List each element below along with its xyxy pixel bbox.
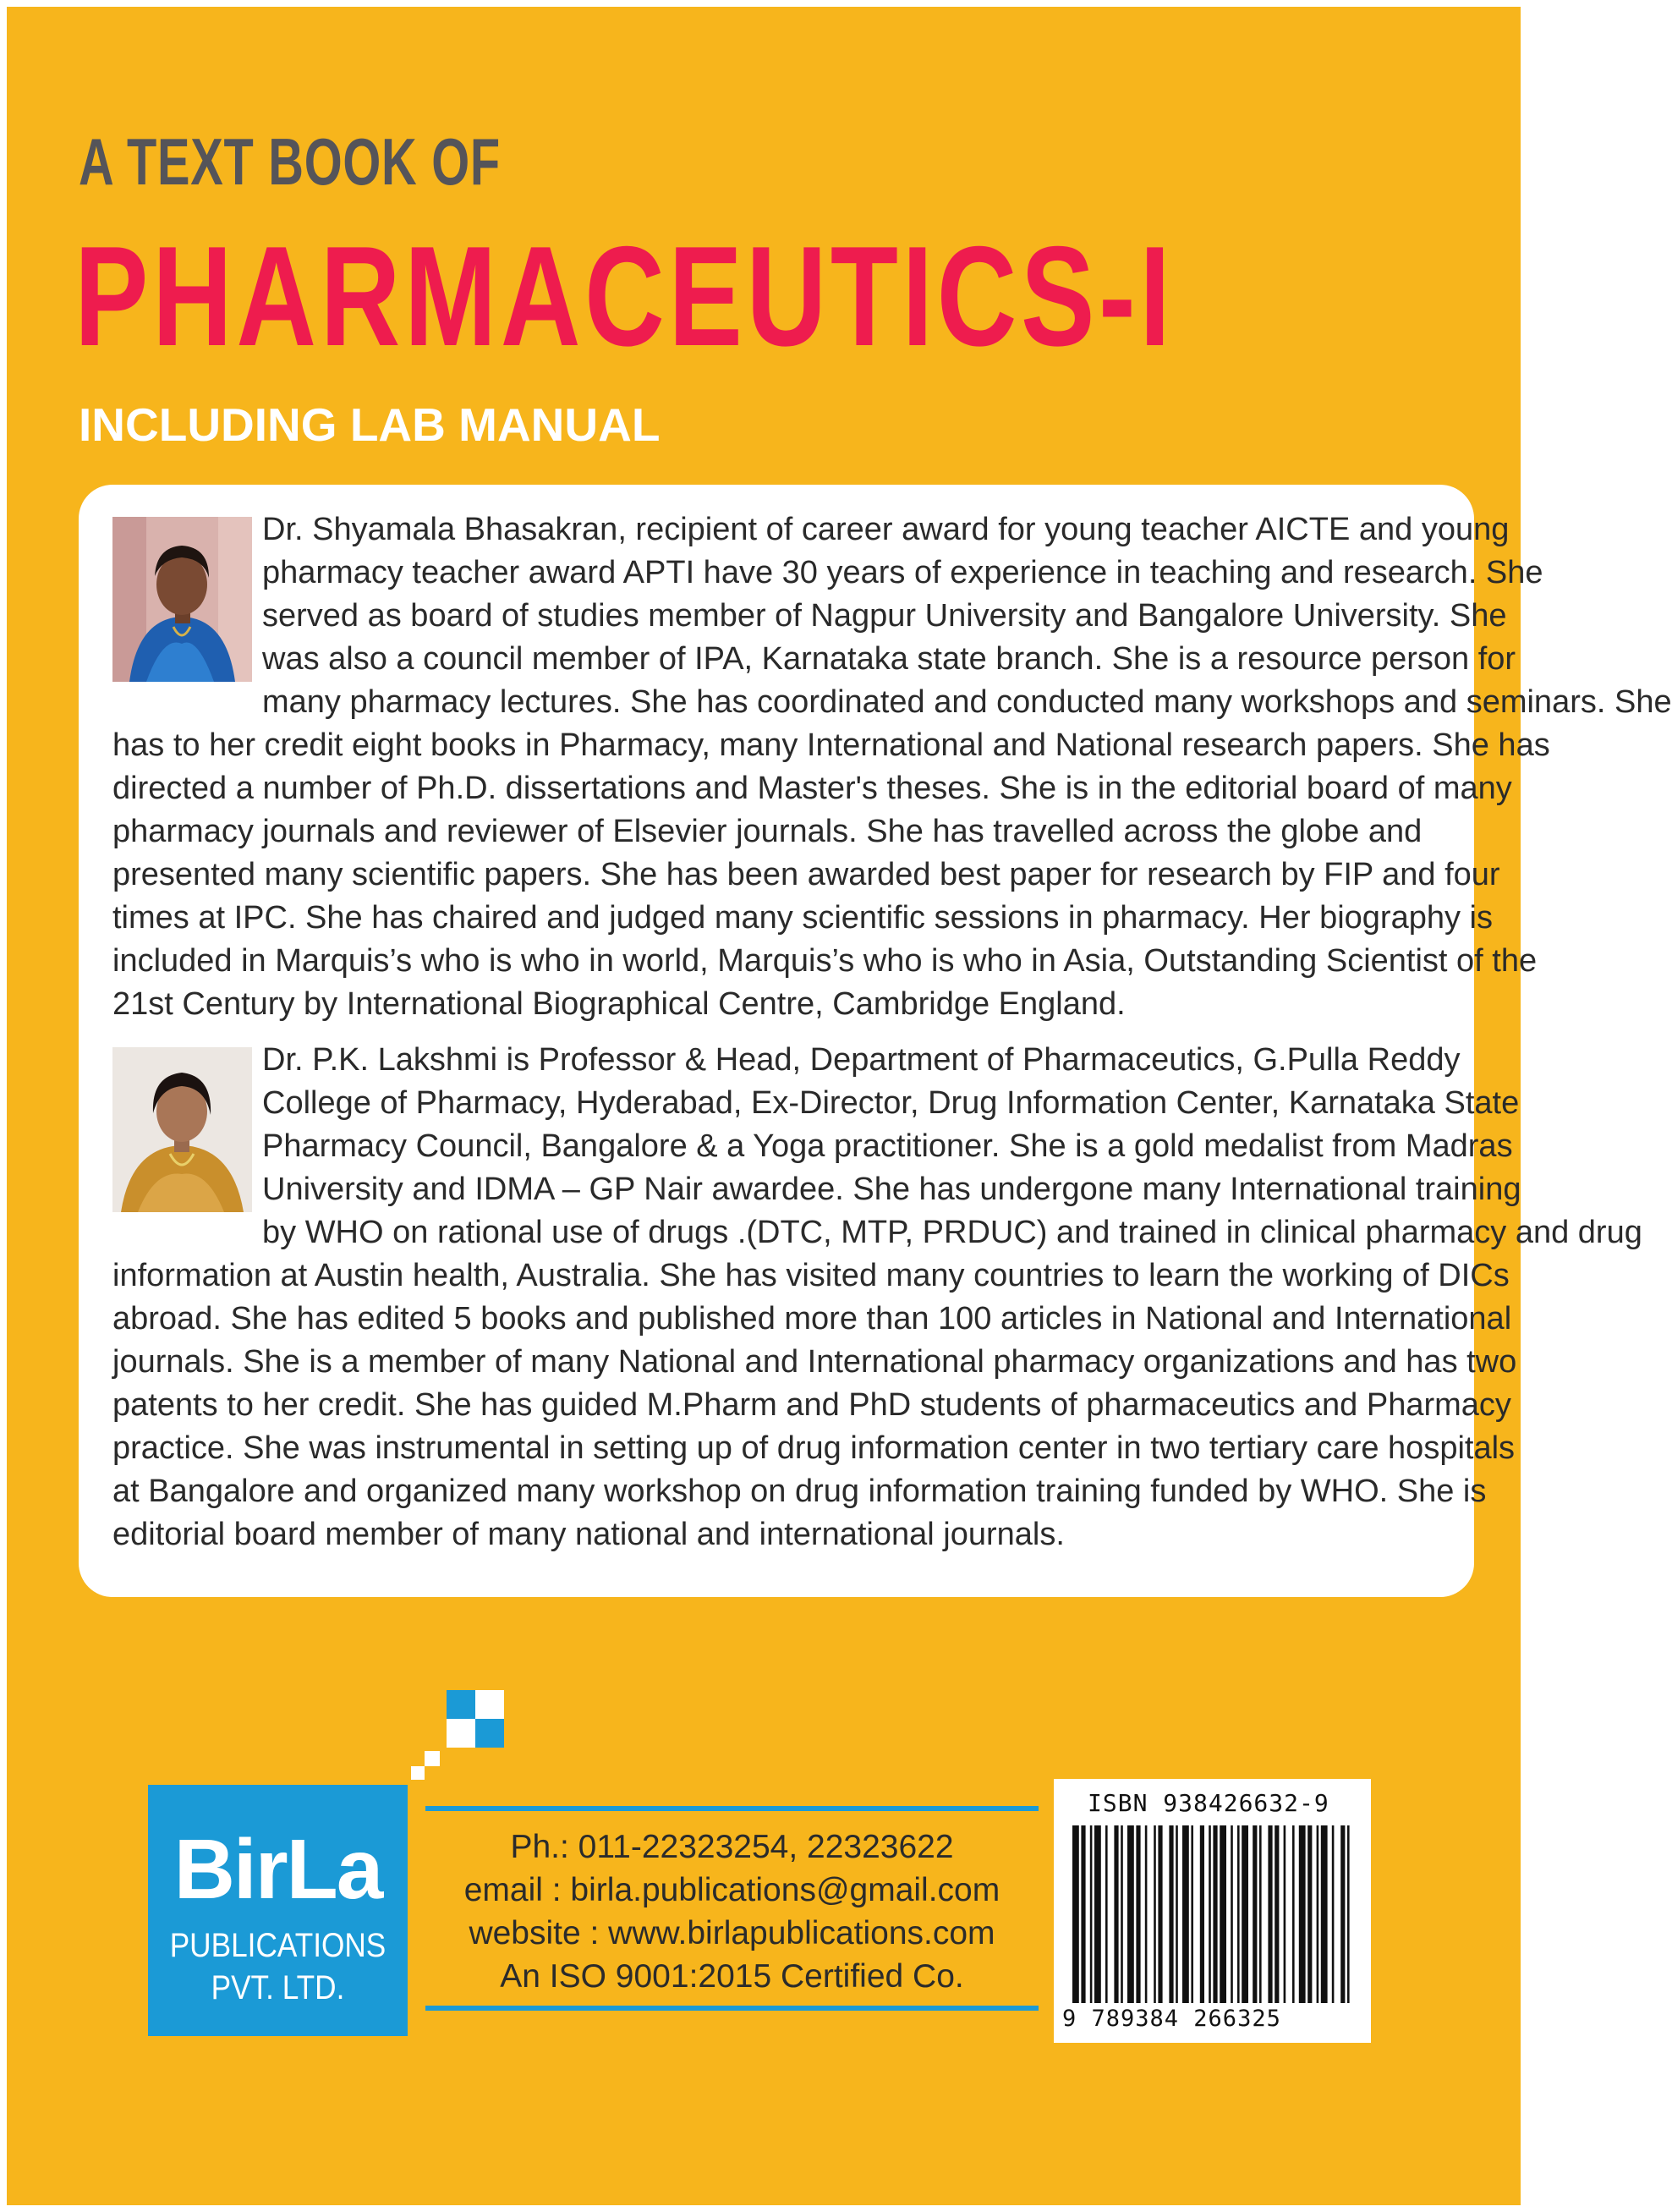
author-bio-2 xyxy=(112,1039,1642,1556)
barcode-bar xyxy=(1121,1825,1123,2003)
isbn-barcode xyxy=(1054,1779,1371,2043)
barcode-bar xyxy=(1213,1825,1217,2003)
barcode-bar xyxy=(1081,1825,1085,2003)
barcode-bar xyxy=(1154,1825,1156,2003)
barcode-bar xyxy=(1268,1825,1272,2003)
isbn-label: ISBN 938426632-9 xyxy=(1088,1789,1329,1817)
barcode-bar xyxy=(1317,1825,1319,2003)
publisher-logo-name: BirLa xyxy=(173,1822,382,1917)
author-bio-text-1: Dr. Shyamala Bhasakran, recipient of career award for young teacher AICTE and young pharmacy teacher award APTI have 30 years of experience in teaching and research. She served as board of studies member of Nagpur University and Bangalore University. She was also a council member of IPA, Karnataka state branch. She is a resource person for many pharmacy lectures. She has coordinated and conducted many workshops and seminars. She has to her credit eight books in Pharmacy, many International and National research papers. She has directed a number of Ph.D. dissertations and Master's theses. She is in the editorial board of many pharmacy journals and reviewer of Elsevier journals. She has travelled across the globe and presented many scientific papers. She has been awarded best paper for research by FIP and four times at IPC. She has chaired and judged many scientific sessions in pharmacy. Her biography is included in Marquis’s who is who in world, Marquis’s who is who in Asia, Outstanding Scientist of the 21st Century by International Biographical Centre, Cambridge England. xyxy=(112,512,1672,1022)
barcode-bar xyxy=(1307,1825,1312,2003)
back-cover xyxy=(7,7,1672,2205)
barcode-bar xyxy=(1169,1825,1173,2003)
barcode-bar xyxy=(1145,1825,1148,2003)
publisher-logo xyxy=(148,1785,408,2036)
author-bio-1 xyxy=(112,508,1672,1026)
contact-email: email : birla.publications@gmail.com xyxy=(463,1872,1000,1908)
publisher-logo-line-1: PUBLICATIONS xyxy=(169,1927,386,1964)
book-pretitle: A TEXT BOOK OF xyxy=(79,124,501,199)
barcode-bar xyxy=(1127,1825,1134,2003)
barcode-bar xyxy=(1321,1825,1328,2003)
barcode-bar xyxy=(1220,1825,1226,2003)
barcode-bar xyxy=(1242,1825,1248,2003)
barcode-bar xyxy=(1347,1825,1350,2003)
author-bio-text-2: Dr. P.K. Lakshmi is Professor & Head, Department of Pharmaceutics, G.Pulla Reddy College of Pharmacy, Hyderabad, Ex-Director, Drug Information Center, Karnataka State Pharmacy Council, Bangalore & a Yoga practitioner. She is a gold medalist from Madras University and IDMA – GP Nair awardee. She has undergone many International training by WHO on rational use of drugs .(DTC, MTP, PRDUC) and trained in clinical pharmacy and drug information at Austin health, Australia. She has visited many countries to learn the working of DICs abroad. She has edited 5 books and published more than 100 articles in National and International journals. She is a member of many National and International pharmacy organizations and has two patents to her credit. She has guided M.Pharm and PhD students of pharmaceutics and Pharmacy practice. She was instrumental in setting up of drug information center in two tertiary care hospitals at Bangalore and organized many workshop on drug information training funded by WHO. She is editorial board member of many national and international journals. xyxy=(112,1042,1642,1552)
barcode-bar xyxy=(1237,1825,1240,2003)
contact-phone: Ph.: 011-22323254, 22323622 xyxy=(510,1829,954,1865)
barcode-bar xyxy=(1114,1825,1118,2003)
publisher-logo-line-2: PVT. LTD. xyxy=(211,1969,345,2006)
barcode-bar xyxy=(1090,1825,1093,2003)
barcode-bar xyxy=(1231,1825,1233,2003)
barcode-bars xyxy=(1069,1825,1357,2007)
barcode-bar xyxy=(1209,1825,1211,2003)
barcode-bar xyxy=(1259,1825,1262,2003)
contact-iso: An ISO 9001:2015 Certified Co. xyxy=(500,1958,964,1995)
barcode-bar xyxy=(1072,1825,1079,2003)
barcode-bar xyxy=(1275,1825,1279,2003)
barcode-bar xyxy=(1200,1825,1204,2003)
book-subtitle: INCLUDING LAB MANUAL xyxy=(79,398,661,451)
barcode-bar xyxy=(1136,1825,1140,2003)
contact-website: website : www.birlapublications.com xyxy=(469,1915,995,1951)
publisher-contact xyxy=(425,1825,1039,1998)
logo-pixel-squares xyxy=(404,1690,514,1783)
barcode-bar xyxy=(1191,1825,1193,2003)
author-portrait-2 xyxy=(112,1047,252,1212)
contact-divider-bottom xyxy=(425,2006,1039,2011)
barcode-bar xyxy=(1340,1825,1345,2003)
author-portrait-1 xyxy=(112,517,252,682)
barcode-number: 9 789384 266325 xyxy=(1062,2006,1281,2032)
barcode-bar xyxy=(1158,1825,1162,2003)
barcode-bar xyxy=(1332,1825,1335,2003)
barcode-bar xyxy=(1253,1825,1257,2003)
contact-divider-top xyxy=(425,1806,1039,1811)
author-bio-panel xyxy=(79,485,1672,1597)
barcode-bar xyxy=(1176,1825,1178,2003)
barcode-bar xyxy=(1105,1825,1108,2003)
book-title: PHARMACEUTICS-I xyxy=(74,217,1175,376)
barcode-bar xyxy=(1094,1825,1101,2003)
barcode-bar xyxy=(1284,1825,1286,2003)
barcode-bar xyxy=(1292,1825,1295,2003)
barcode-bar xyxy=(1299,1825,1306,2003)
barcode-bar xyxy=(1182,1825,1189,2003)
